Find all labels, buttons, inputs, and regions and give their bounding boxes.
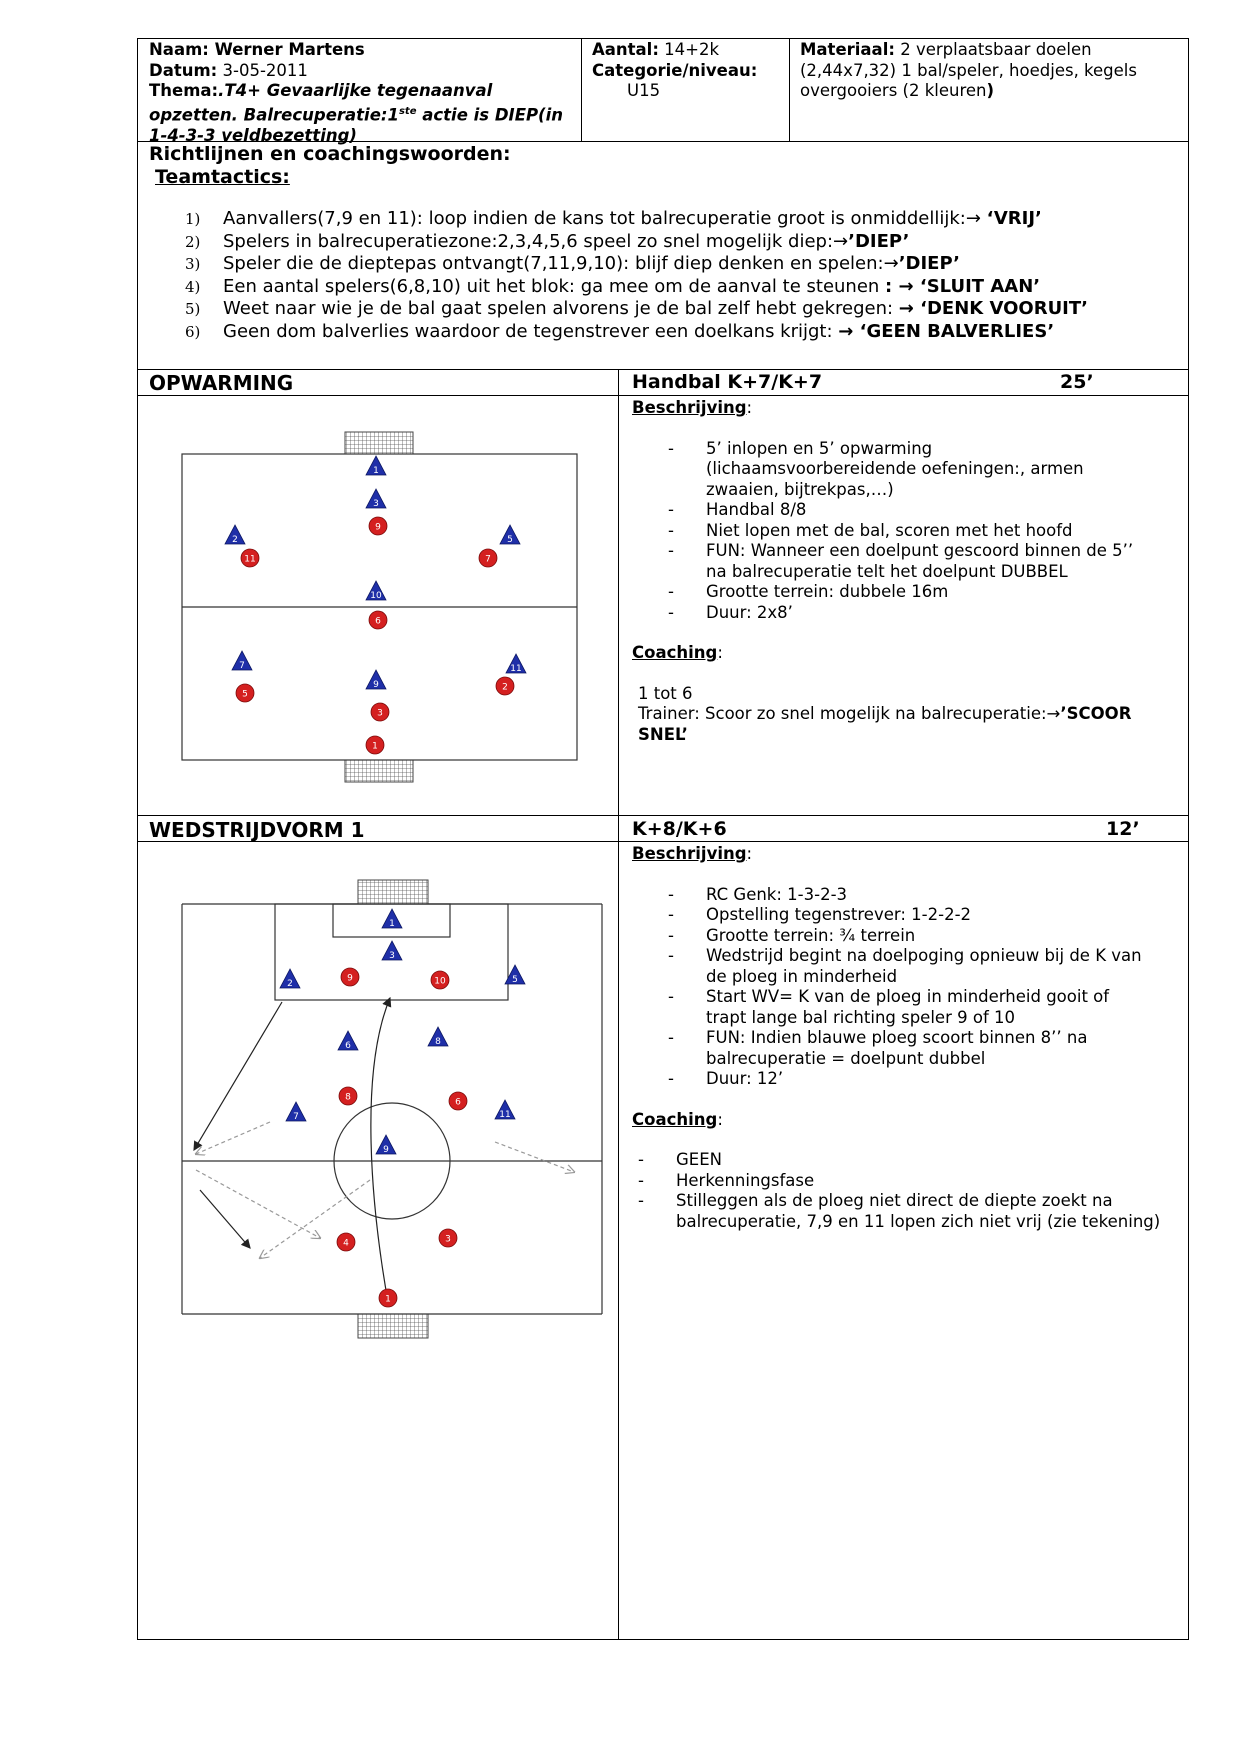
player-number: 6: [455, 1097, 461, 1108]
coaching-line: Trainer: Scoor zo snel mogelijk na balrecuperatie:→’SCOOR SNEL’: [638, 704, 1132, 744]
list-item: - 5’ inlopen en 5’ opwarming (lichaamsvoorbereidende oefeningen:, armen zwaaien, bijtrekpas,…): [668, 439, 1138, 501]
blue-player-marker: [382, 941, 402, 961]
goal-net-top: [345, 432, 413, 454]
player-number: 3: [373, 499, 379, 509]
list-item: - GEEN: [638, 1150, 1178, 1171]
red-player-marker: [369, 517, 387, 535]
list-item: - Wedstrijd begint na doelpoging opnieuw bij de K van de ploeg in minderheid: [668, 946, 1143, 987]
list-item: - Start WV= K van de ploeg in minderheid gooit of trapt lange bal richting speler 9 of 10: [668, 987, 1143, 1028]
list-item: - Niet lopen met de bal, scoren met het hoofd: [668, 521, 1138, 542]
guidelines-list: [185, 208, 1088, 344]
player-number: 9: [347, 973, 353, 984]
player-number: 6: [345, 1041, 351, 1051]
player-number: 1: [389, 919, 395, 929]
player-number: 6: [375, 616, 381, 627]
player-number: 1: [373, 466, 379, 476]
run-arrow: [200, 1190, 250, 1248]
material-value: 2 verplaatsbaar doelen (2,44x7,32) 1 bal/speler, hoedjes, kegels overgooiers (2 kleuren: [800, 40, 1137, 100]
guidelines-title: Richtlijnen en coachingswoorden:: [149, 143, 511, 165]
header-cell-name: [149, 40, 574, 146]
red-player-marker: [431, 971, 449, 989]
red-player-marker: [371, 703, 389, 721]
date-line: Datum: 3-05-2011: [149, 60, 308, 80]
red-player-marker: [369, 611, 387, 629]
category-label: Categorie/niveau:: [592, 60, 758, 80]
description-opwarming: Beschrijving: - 5’ inlopen en 5’ opwarming (lichaamsvoorbereidende oefeningen:, armen zwaaien, bijtrekpas,…) - Handbal 8/8 - Niet lopen met de bal, scoren met het hoofd - FUN: Wanneer een doelpunt gescoord binnen de 5’’ na balrecuperatie telt het doelpunt DUBBEL - Grootte terrein: dubbele 16m - Duur: 2x8’ Coaching: 1 tot 6 Trainer: Scoor zo snel mogelijk na balrecuperatie:→’SCOOR SNEL’: [632, 398, 1172, 745]
count-line: Aantal: 14+2k: [592, 40, 720, 59]
list-item: - Herkenningsfase: [638, 1171, 1178, 1192]
player-number: 1: [385, 1294, 391, 1305]
red-player-marker: [379, 1289, 397, 1307]
red-player-marker: [479, 549, 497, 567]
player-number: 10: [434, 976, 446, 987]
player-number: 7: [485, 554, 491, 565]
description-list: [668, 439, 1138, 624]
red-player-marker: [339, 1087, 357, 1105]
player-number: 9: [373, 680, 379, 690]
red-player-marker: [366, 736, 384, 754]
description-wedstrijdvorm: Beschrijving: - RC Genk: 1-3-2-3 - Opstelling tegenstrever: 1-2-2-2 - Grootte terrein: ¾ terrein - Wedstrijd begint na doelpoging opnieuw bij de K van de ploeg in minderheid - Start WV= K van de ploeg in minderheid gooit of trapt lange bal richting speler 9 of 10 - FUN: Indien blauwe ploeg scoort binnen 8’’ na balrecuperatie = doelpunt dubbel - Duur: 12’ Coaching: - GEEN - Herkenningsfase - Stilleggen als de ploeg niet direct de diepte zoekt na balrecuperatie, 7,9 en 11 lopen zich niet vrij (zie tekening): [632, 844, 1177, 1232]
blue-player-marker: [428, 1027, 448, 1047]
player-number: 5: [242, 689, 248, 700]
list-item: - Duur: 12’: [668, 1069, 1143, 1090]
blue-player-marker: [376, 1135, 396, 1155]
coaching-label: Coaching: [632, 1109, 718, 1129]
pitch-diagram-opwarming: [170, 420, 590, 790]
category-value: U15: [627, 81, 661, 100]
list-item: - Opstelling tegenstrever: 1-2-2-2: [668, 905, 1143, 926]
description-label: Beschrijving: [632, 844, 747, 863]
list-item: - FUN: Indien blauwe ploeg scoort binnen 8’’ na balrecuperatie = doelpunt dubbel: [668, 1028, 1143, 1069]
list-item: - Grootte terrein: ¾ terrein: [668, 926, 1143, 947]
goal-net-bottom: [345, 760, 413, 782]
pass-arrow: [196, 1170, 320, 1238]
player-number: 7: [293, 1112, 299, 1122]
player-number: 2: [232, 535, 238, 545]
player-number: 4: [343, 1238, 349, 1249]
player-number: 9: [375, 522, 381, 533]
player-number: 11: [499, 1110, 511, 1120]
blue-player-marker: [338, 1031, 358, 1051]
pitch-diagram-wedstrijdvorm: [170, 870, 610, 1350]
list-item: - Grootte terrein: dubbele 16m: [668, 582, 1138, 603]
blue-player-marker: [286, 1102, 306, 1122]
player-number: 8: [345, 1092, 351, 1103]
blue-player-marker: [280, 969, 300, 989]
player-number: 9: [383, 1145, 389, 1155]
teamtactics-subtitle: Teamtactics:: [155, 166, 290, 188]
player-number: 2: [502, 682, 508, 693]
header-cell-count: [592, 40, 782, 102]
count-value: 14+2k: [658, 40, 720, 59]
list-item: - Handbal 8/8: [668, 500, 1138, 521]
date-value: 3-05-2011: [217, 60, 308, 80]
guideline-item: 5) Weet naar wie je de bal gaat spelen alvorens je de bal zelf hebt gekregen: → ‘DENK VOORUIT’: [185, 298, 1088, 320]
description-list: [668, 885, 1143, 1090]
player-number: 8: [435, 1037, 441, 1047]
section-title-opwarming: OPWARMING: [149, 371, 294, 395]
header-cell-material: Materiaal: 2 verplaatsbaar doelen (2,44x7,32) 1 bal/speler, hoedjes, kegels overgooiers (2 kleuren): [800, 40, 1137, 100]
run-arrow: [194, 1002, 282, 1150]
player-number: 11: [510, 664, 522, 674]
red-player-marker: [341, 968, 359, 986]
blue-player-marker: [382, 909, 402, 929]
pass-arrow: [495, 1142, 574, 1172]
description-label: Beschrijving: [632, 398, 747, 417]
player-number: 7: [239, 661, 245, 671]
trainer-name: Naam: Werner Martens: [149, 40, 365, 59]
red-player-marker: [236, 684, 254, 702]
duration-opwarming: 25’: [1060, 371, 1094, 393]
player-number: 1: [372, 741, 378, 752]
list-item: - Stilleggen als de ploeg niet direct de diepte zoekt na balrecuperatie, 7,9 en 11 lopen zich niet vrij (zie tekening): [638, 1191, 1178, 1232]
guideline-item: 4) Een aantal spelers(6,8,10) uit het blok: ga mee om de aanval te steunen : → ‘SLUIT AAN’: [185, 275, 1041, 297]
red-player-marker: [449, 1092, 467, 1110]
red-player-marker: [439, 1229, 457, 1247]
guideline-item: 2) Spelers in balrecuperatiezone:2,3,4,5,6 speel zo snel mogelijk diep:→’DIEP’: [185, 230, 910, 252]
list-item: - FUN: Wanneer een doelpunt gescoord binnen de 5’’ na balrecuperatie telt het doelpunt DUBBEL: [668, 541, 1138, 582]
player-number: 10: [370, 591, 382, 601]
player-number: 2: [287, 979, 293, 989]
exercise-form-wedstrijdvorm: K+8/K+6: [632, 818, 727, 840]
player-number: 3: [377, 708, 383, 719]
red-player-marker: [496, 677, 514, 695]
red-player-marker: [337, 1233, 355, 1251]
player-number: 3: [389, 951, 395, 961]
blue-player-marker: [495, 1100, 515, 1120]
red-player-marker: [241, 549, 259, 567]
duration-wedstrijdvorm: 12’: [1106, 818, 1140, 840]
player-number: 11: [244, 554, 256, 565]
list-item: - Duur: 2x8’: [668, 603, 1138, 624]
coaching-label: Coaching: [632, 643, 718, 662]
section-title-wedstrijdvorm: WEDSTRIJDVORM 1: [149, 818, 365, 842]
coaching-line: 1 tot 6: [638, 683, 693, 703]
exercise-form-opwarming: Handbal K+7/K+7: [632, 371, 823, 393]
guideline-item: 1) Aanvallers(7,9 en 11): loop indien de kans tot balrecuperatie groot is onmiddellijk:→ ‘VRIJ’: [185, 208, 1042, 229]
player-number: 5: [507, 535, 513, 545]
player-number: 3: [445, 1234, 451, 1245]
guideline-item: 6) Geen dom balverlies waardoor de tegenstrever een doelkans krijgt: → ‘GEEN BALVERLIES’: [185, 320, 1055, 342]
goal-net-bottom: [358, 1314, 428, 1338]
guideline-item: 3) Speler die de dieptepas ontvangt(7,11,9,10): blijf diep denken en spelen:→’DIEP’: [185, 253, 960, 275]
player-number: 5: [512, 975, 518, 985]
theme-text: Thema:.T4+ Gevaarlijke tegenaanval opzetten. Balrecuperatie:1ste actie is DIEP(in 1-4-3-3 veldbezetting): [149, 81, 564, 145]
goal-net-top: [358, 880, 428, 904]
coaching-list: [638, 1150, 1178, 1232]
list-item: - RC Genk: 1-3-2-3: [668, 885, 1143, 906]
